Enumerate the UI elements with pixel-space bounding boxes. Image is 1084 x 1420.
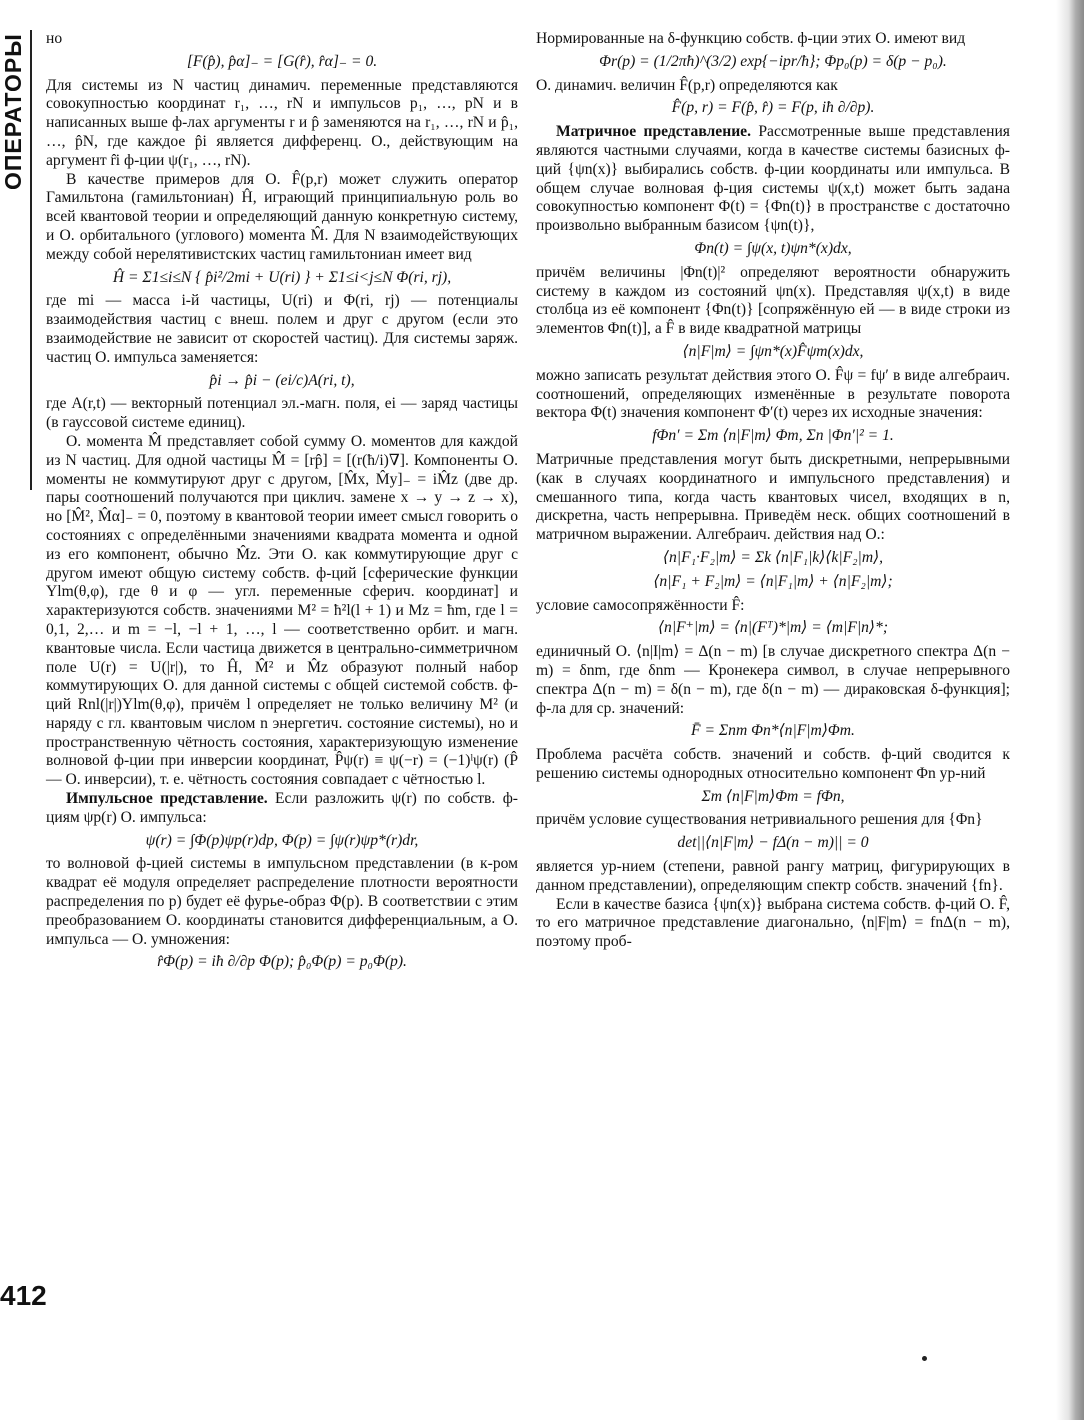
equation: ⟨n|F⁺|m⟩ = ⟨n|(Fᵀ)*|m⟩ = ⟨m|F|n⟩*; [657,619,889,637]
running-head: ОПЕРАТОРЫ [0,33,26,190]
equation: Φn(t) = ∫ψ(x, t)ψn*(x)dx, [694,239,852,257]
paragraph: О. момента M̂ представляет собой сумму О. моментов для каждой из N частиц. Для одной частицы M̂ = [rp̂] = [(r(ħ/i)∇]. Компоненты О. моменты не коммутируют друг с другом, [M̂x, M̂y]₋ = iM̂z (две др. пары соотношений получаются при циклич. замене x → y → z → x), но [M̂², M̂α]₋ = 0, поэтому в квантовой теории имеет смысл говорить о состояниях с определёнными значениями квадрата момента и одной из его компонент, обычно M̂z. Эти О. как коммутирующие друг с другом имеют общую систему собств. ф-ций [сферические функции Ylm(θ,φ), где θ и φ — угл. переменные сферич. координат] и характеризуются собств. значениями M² = ħ²l(l + 1) и Mz = ħm, где l = 0,1, 2,… и m = −l, −l + 1, …, l — соответственно орбит. и магн. квантовые числа. Если частица движется в центрально-симметричном поле U(r) = U(|r|), то Ĥ, M̂² и M̂z образуют полный набор коммутирующих О. для данной системы с общей системой собств. ф-ций Rnl(|r|)Ylm(θ,φ), причём l определяет не только величину M² (и наряду с гл. квантовым числом n энергетич. состояние системы), но и пространственную чётность состояния, характеризующую изменение волновой ф-ции при инверсии координат, P̂ψ(r) ≡ ψ(−r) = (−1)ˡψ(r) (P̂ — О. инверсии), т. е. чётность состояния совпадает с чётностью l. [46,432,518,789]
paragraph-text: Рассмотренные выше представления являются частными случаями, когда в качестве системы базисных ф-ций {ψn(x)} выбирались собств. ф-ции координаты или импульса. В общем случае волновая ф-ция системы ψ(x,t) может быть задана совокупностью компонент Φ(t) = {Φn(t)} в пространстве с достаточно произвольно выбранным базисом {ψn(t)}, [536,123,1010,235]
equation: F̄ = Σnm Φn*⟨n|F|m⟩Φm. [691,722,855,740]
equation: p̂i → p̂i − (ei/c)A(ri, t), [209,371,355,389]
equation: fΦn′ = Σm ⟨n|F|m⟩ Φm, Σn |Φn′|² = 1. [652,427,894,445]
paragraph: можно записать результат действия этого О. F̂ψ = fψ′ в виде алгебраич. соотношений, определяющих изменённые в результате поворота вектора Φ(t) значения компонент Φ′(t) через их исходные значения: [536,366,1010,422]
equation: F̂(p, r) = F(p̂, r̂) = F(p, iħ ∂/∂p). [671,99,875,117]
section-heading: Матричное представление. [556,123,751,141]
paragraph: причём величины |Φn(t)|² определяют вероятности обнаружить систему в каждом из состояний ψn(x). Представляя ψ(x,t) в виде столбца из её компонент {Φn(t)} [сопряжённую ей — в виде строки из элементов Φn(t)], а F̂ в виде квадратной матрицы [536,263,1010,338]
left-column [46,30,518,977]
paragraph: О. динамич. величин F̂(p,r) определяются как [536,76,838,94]
paragraph: единичный О. ⟨n|I|m⟩ = Δ(n − m) [в случае дискретного спектра Δ(n − m) = δnm, где δnm — Кронекера символ, в случае непрерывного спектра Δ(n − m) = δ(n − m), где δ(n − m) — дираковская δ-функция]; ф-ла для ср. значений: [536,643,1010,717]
equation: Ĥ = Σ1≤i≤N { p̂i²/2mi + U(ri) } + Σ1≤i<j≤N Φ(ri, rj), [112,268,452,286]
paragraph: Проблема расчёта собств. значений и собств. ф-ций сводится к решению системы однородных относительно компонент Φn ур-ний [536,746,1010,782]
section-heading: Импульсное представление. [66,790,268,808]
paragraph: Если в качестве базиса {ψn(x)} выбрана система собств. ф-ций О. F̂, то его матричное представление диагонально, ⟨n|F|m⟩ = fnΔ(n − m), поэтому проб- [536,895,1010,951]
section-paragraph [536,123,1010,236]
equation: Φr(p) = (1/2πħ)^(3/2) exp{−ipr/ħ}; Φp₀(p) = δ(p − p₀). [599,52,947,70]
paragraph: является ур-нием (степени, равной рангу матриц, фигурирующих в данном представлении), определяющим спектр собств. значений {fn}. [536,858,1010,894]
paragraph: Нормированные на δ-функцию собств. ф-ции этих О. имеют вид [536,30,966,47]
paragraph: то волновой ф-цией системы в импульсном представлении (в к-ром квадрат её модуля определяет распределение плотности вероятности распределения по p) будет её фурье-образ Φ(p). В соответствии с этим преобразованием О. координаты становится дифференциальным, а О. импульса — О. умножения: [46,855,518,948]
scan-speck [922,1356,927,1361]
equation: [F(p̂), p̂α]₋ = [G(r̂), r̂α]₋ = 0. [186,52,378,70]
paragraph: Для системы из N частиц динамич. переменные представляются совокупностью координат r₁, …, rN и импульсов p₁, …, pN и в написанных выше ф-лах аргументы r и p̂ заменяются на r₁, …, rN и p̂₁, …, p̂N, где каждое p̂i является дифференц. О., действующим на аргумент r̂i ф-ции ψ(r₁, …, rN). [46,76,518,169]
page-number: 412 [0,1280,47,1311]
paragraph: условие самосопряжённости F̂: [536,596,745,614]
right-column [536,30,1010,952]
paragraph: где A(r,t) — векторный потенциал эл.-магн. поля, ei — заряд частицы (в гауссовой системе единиц). [46,395,518,432]
equation: det||⟨n|F|m⟩ − fΔ(n − m)|| = 0 [677,834,869,852]
paragraph: В качестве примеров для О. F̂(p,r) может служить оператор Гамильтона (гамильтониан) Ĥ, играющий принципиальную роль во всей квантовой теории и определяющий данную конкретную систему, и О. орбитального (углового) момента M̂. Для N взаимодействующих между собой нерелятивистских частиц гамильтониан имеет вид [46,170,518,263]
paragraph: где mi — масса i-й частицы, U(ri) и Φ(ri, rj) — потенциалы взаимодействия частиц с внеш. полем и друг с другом (если это взаимодействие не зависит от скоростей частиц). Для системы заряж. частиц О. импульса заменяется: [46,292,518,366]
equation: ψ(r) = ∫Φ(p)ψp(r)dp, Φ(p) = ∫ψ(r)ψp*(r)dr, [145,831,419,849]
equation: ⟨n|F₁·F₂|m⟩ = Σk ⟨n|F₁|k⟩⟨k|F₂|m⟩, [662,548,884,566]
paragraph: причём условие существования нетривиального решения для {Φn} [536,811,983,829]
paragraph: но [46,30,63,47]
section-paragraph [46,790,518,828]
scan-edge-shadow [1056,0,1084,1420]
margin-rule [30,30,32,490]
equation: Σm ⟨n|F|m⟩Φm = fΦn, [701,787,845,805]
equation: ⟨n|F|m⟩ = ∫ψn*(x)F̂ψm(x)dx, [682,342,864,360]
paragraph-text: Если разложить ψ(r) по собств. ф-циям ψp(r) О. импульса: [46,790,518,826]
equation: r̂Φ(p) = iħ ∂/∂p Φ(p); p̂₀Φ(p) = p₀Φ(p). [157,953,407,971]
equation: ⟨n|F₁ + F₂|m⟩ = ⟨n|F₁|m⟩ + ⟨n|F₂|m⟩; [653,572,893,590]
paragraph: Матричные представления могут быть дискретными, непрерывными (как в случаях координатного и импульсного представления) и смешанного типа, когда часть квантовых чисел, входящих в n, дискретна, часть непрерывна. Приведём неск. общих соотношений в матричном выражении. Алгебраич. действия над О.: [536,450,1010,544]
